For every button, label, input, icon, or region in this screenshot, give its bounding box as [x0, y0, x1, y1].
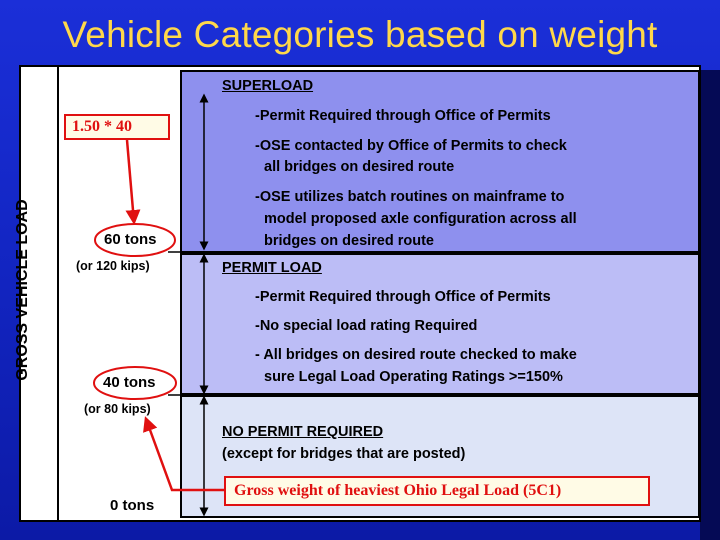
permit-line-2: -No special load rating Required — [255, 318, 478, 334]
permit-load-heading: PERMIT LOAD — [222, 260, 322, 276]
superload-line-1: -Permit Required through Office of Permits — [255, 108, 551, 124]
tick-0-tons: 0 tons — [110, 497, 155, 514]
slide-title: Vehicle Categories based on weight — [62, 14, 658, 55]
legal-load-arrow — [146, 419, 224, 490]
superload-line-6: bridges on desired route — [264, 233, 434, 249]
tick-120-kips: (or 120 kips) — [76, 259, 150, 273]
oval-40-tons — [94, 367, 176, 399]
no-permit-subheading: (except for bridges that are posted) — [222, 446, 466, 462]
tick-60-tons: 60 tons — [104, 231, 157, 248]
permit-line-1: -Permit Required through Office of Permits — [255, 289, 551, 305]
superload-line-2: -OSE contacted by Office of Permits to check — [255, 138, 567, 154]
tick-80-kips: (or 80 kips) — [84, 402, 151, 416]
permit-line-3: - All bridges on desired route checked to make — [255, 347, 577, 363]
multiplier-arrow — [127, 140, 134, 222]
no-permit-heading: NO PERMIT REQUIRED — [222, 424, 384, 440]
superload-heading: SUPERLOAD — [222, 78, 314, 94]
legal-load-callout: Gross weight of heaviest Ohio Legal Load (5C1) — [224, 476, 650, 506]
multiplier-callout: 1.50 * 40 — [64, 114, 170, 140]
superload-line-3: all bridges on desired route — [264, 159, 455, 175]
axis-label-text: GROSS VEHICLE LOAD — [14, 199, 31, 381]
oval-60-tons — [95, 224, 175, 256]
tick-40-tons: 40 tons — [103, 374, 156, 391]
permit-line-4: sure Legal Load Operating Ratings >=150% — [264, 369, 563, 385]
superload-line-5: model proposed axle configuration across all — [264, 211, 577, 227]
superload-line-4: -OSE utilizes batch routines on mainframe to — [255, 189, 565, 205]
